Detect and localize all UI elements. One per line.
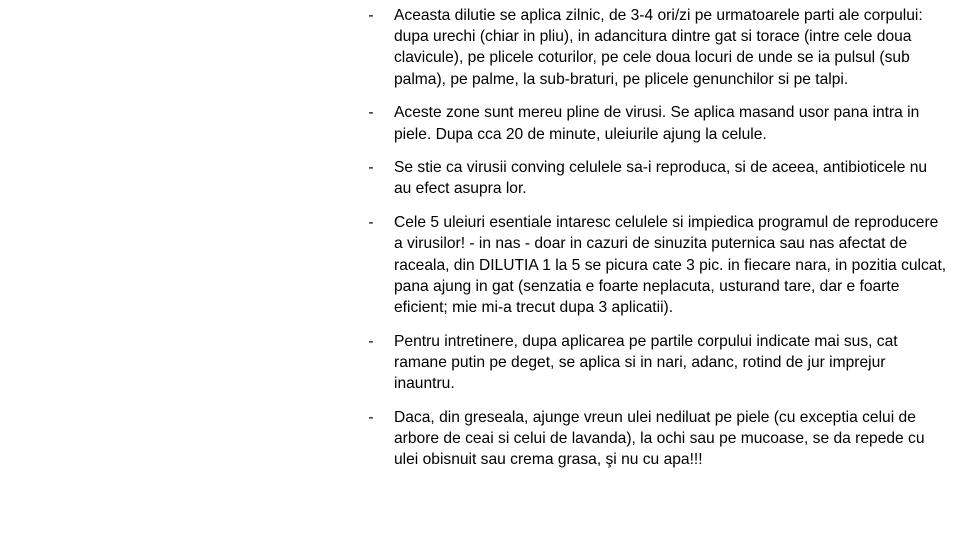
bullet-marker: - bbox=[368, 332, 374, 350]
bullet-item-1 bbox=[364, 5, 948, 90]
bullet-text-1: Aceasta dilutie se aplica zilnic, de 3-4 ori/zi pe urmatoarele parti ale corpului: dupa urechi (chiar in pliu), in adancitura dintre gat si torace (intre cele doua clavicule), pe plicele coturilor, pe cele doua locuri de unde se ia pulsul (sub palma), pe palme, la sub-braturi, pe plicele genunchilor si pe talpi. bbox=[394, 7, 923, 88]
bullet-text-2: Aceste zone sunt mereu pline de virusi. Se aplica masand usor pana intra in piele. Dupa cca 20 de minute, uleiurile ajung la celule. bbox=[394, 104, 920, 143]
bullet-list bbox=[364, 5, 948, 483]
bullet-item-4 bbox=[364, 212, 948, 318]
bullet-marker: - bbox=[368, 408, 374, 426]
bullet-marker: - bbox=[368, 7, 374, 24]
bullet-text-4: Cele 5 uleiuri esentiale intaresc celulele si impiedica programul de reproducere a virusilor! - in nas - doar in cazuri de sinuzita puternica sau nas afectat de raceala, din DILUTIA 1 la 5 se picura cate 3 pic. in fiecare nara, in pozitia culcat, pana ajung in gat (senzatia e foarte neplacuta, usturand tare, dar e foarte eficient; mie mi-a trecut dupa 3 aplicatii). bbox=[394, 214, 947, 316]
bullet-item-6 bbox=[364, 407, 948, 471]
bullet-marker: - bbox=[368, 104, 374, 122]
bullet-item-3 bbox=[364, 157, 948, 199]
bullet-marker: - bbox=[368, 159, 374, 177]
bullet-text-6: Daca, din greseala, ajunge vreun ulei nediluat pe piele (cu exceptia celui de arbore de ceai si celui de lavanda), la ochi sau pe mucoase, se da repede cu ulei obisnuit sau crema grasa, şi nu cu apa!!! bbox=[394, 408, 925, 469]
bullet-text-3: Se stie ca virusii conving celulele sa-i reproduca, si de aceea, antibioticele nu au efect asupra lor. bbox=[394, 159, 928, 198]
bullet-marker: - bbox=[368, 214, 374, 232]
bullet-item-2 bbox=[364, 102, 948, 144]
bullet-text-5: Pentru intretinere, dupa aplicarea pe partile corpului indicate mai sus, cat ramane putin pe deget, se aplica si in nari, adanc, rotind de jur imprejur inauntru. bbox=[394, 332, 898, 393]
bullet-item-5 bbox=[364, 331, 948, 395]
